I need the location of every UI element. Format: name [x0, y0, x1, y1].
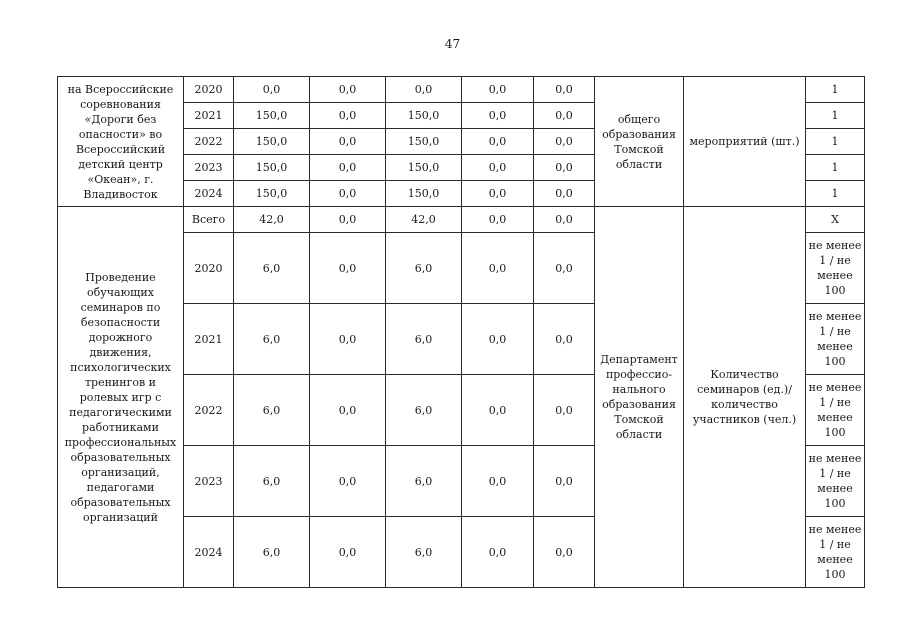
value-cell: 0,0 — [310, 517, 386, 588]
value-cell: 0,0 — [310, 77, 386, 103]
target-cell: не менее 1 / не менее 100 — [806, 375, 865, 446]
program-table — [57, 76, 865, 588]
indicator-name: Количество семинаров (ед.)/количество участников (чел.) — [684, 207, 806, 588]
value-cell: 0,0 — [310, 375, 386, 446]
responsible-organization: Департамент профессио-нального образования Томской области — [595, 207, 684, 588]
year-cell: 2024 — [184, 517, 234, 588]
value-cell: 150,0 — [386, 129, 462, 155]
value-cell: 150,0 — [386, 103, 462, 129]
year-cell: 2020 — [184, 233, 234, 304]
target-cell: не менее 1 / не менее 100 — [806, 233, 865, 304]
value-cell: 6,0 — [386, 233, 462, 304]
value-cell: 0,0 — [310, 103, 386, 129]
value-cell: 0,0 — [310, 446, 386, 517]
value-cell: 150,0 — [234, 181, 310, 207]
value-cell: 0,0 — [462, 129, 534, 155]
value-cell: 150,0 — [386, 155, 462, 181]
value-cell: 6,0 — [234, 517, 310, 588]
value-cell: 0,0 — [534, 103, 595, 129]
value-cell: 0,0 — [534, 207, 595, 233]
value-cell: 0,0 — [310, 304, 386, 375]
value-cell: 0,0 — [234, 77, 310, 103]
value-cell: 6,0 — [234, 233, 310, 304]
value-cell: 0,0 — [310, 129, 386, 155]
value-cell: 42,0 — [386, 207, 462, 233]
value-cell: 0,0 — [534, 517, 595, 588]
value-cell: 0,0 — [310, 207, 386, 233]
year-cell: 2024 — [184, 181, 234, 207]
target-cell: 1 — [806, 103, 865, 129]
value-cell: 0,0 — [462, 181, 534, 207]
target-cell: 1 — [806, 155, 865, 181]
value-cell: 0,0 — [534, 375, 595, 446]
value-cell: 0,0 — [534, 446, 595, 517]
year-cell: 2023 — [184, 155, 234, 181]
value-cell: 0,0 — [534, 233, 595, 304]
value-cell: 0,0 — [462, 517, 534, 588]
year-cell: 2021 — [184, 304, 234, 375]
value-cell: 0,0 — [462, 155, 534, 181]
value-cell: 150,0 — [234, 155, 310, 181]
target-cell: 1 — [806, 181, 865, 207]
value-cell: 0,0 — [462, 77, 534, 103]
value-cell: 0,0 — [310, 155, 386, 181]
value-cell: 150,0 — [234, 129, 310, 155]
year-cell: 2023 — [184, 446, 234, 517]
table-row — [58, 77, 865, 103]
value-cell: 6,0 — [234, 446, 310, 517]
value-cell: 0,0 — [534, 77, 595, 103]
target-cell: не менее 1 / не менее 100 — [806, 446, 865, 517]
value-cell: 0,0 — [534, 155, 595, 181]
value-cell: 6,0 — [386, 375, 462, 446]
value-cell: 0,0 — [462, 375, 534, 446]
value-cell: 6,0 — [234, 375, 310, 446]
value-cell: 0,0 — [310, 233, 386, 304]
value-cell: 0,0 — [462, 446, 534, 517]
year-cell: 2022 — [184, 129, 234, 155]
target-cell: 1 — [806, 77, 865, 103]
year-cell: Всего — [184, 207, 234, 233]
measure-description: Проведение обучающих семинаров по безопасности дорожного движения, психологических тренингов и ролевых игр с педагогическими работниками профессиональных образовательных организаций, педагогами образовательных организаций — [58, 207, 184, 588]
value-cell: 0,0 — [386, 77, 462, 103]
value-cell: 0,0 — [462, 233, 534, 304]
target-cell: 1 — [806, 129, 865, 155]
value-cell: 0,0 — [310, 181, 386, 207]
value-cell: 150,0 — [386, 181, 462, 207]
responsible-organization: общего образования Томской области — [595, 77, 684, 207]
value-cell: 0,0 — [534, 129, 595, 155]
page-number: 47 — [444, 37, 461, 51]
value-cell: 0,0 — [534, 304, 595, 375]
indicator-name: мероприятий (шт.) — [684, 77, 806, 207]
table-row — [58, 207, 865, 233]
target-cell: не менее 1 / не менее 100 — [806, 517, 865, 588]
target-cell: не менее 1 / не менее 100 — [806, 304, 865, 375]
value-cell: 6,0 — [386, 446, 462, 517]
value-cell: 42,0 — [234, 207, 310, 233]
value-cell: 6,0 — [386, 304, 462, 375]
value-cell: 0,0 — [462, 304, 534, 375]
year-cell: 2021 — [184, 103, 234, 129]
year-cell: 2020 — [184, 77, 234, 103]
value-cell: 0,0 — [462, 207, 534, 233]
year-cell: 2022 — [184, 375, 234, 446]
target-cell: Х — [806, 207, 865, 233]
value-cell: 0,0 — [534, 181, 595, 207]
value-cell: 150,0 — [234, 103, 310, 129]
value-cell: 6,0 — [386, 517, 462, 588]
value-cell: 6,0 — [234, 304, 310, 375]
value-cell: 0,0 — [462, 103, 534, 129]
measure-description: на Всероссийские соревнования «Дороги без опасности» во Всероссийский детский центр «Океан», г. Владивосток — [58, 77, 184, 207]
